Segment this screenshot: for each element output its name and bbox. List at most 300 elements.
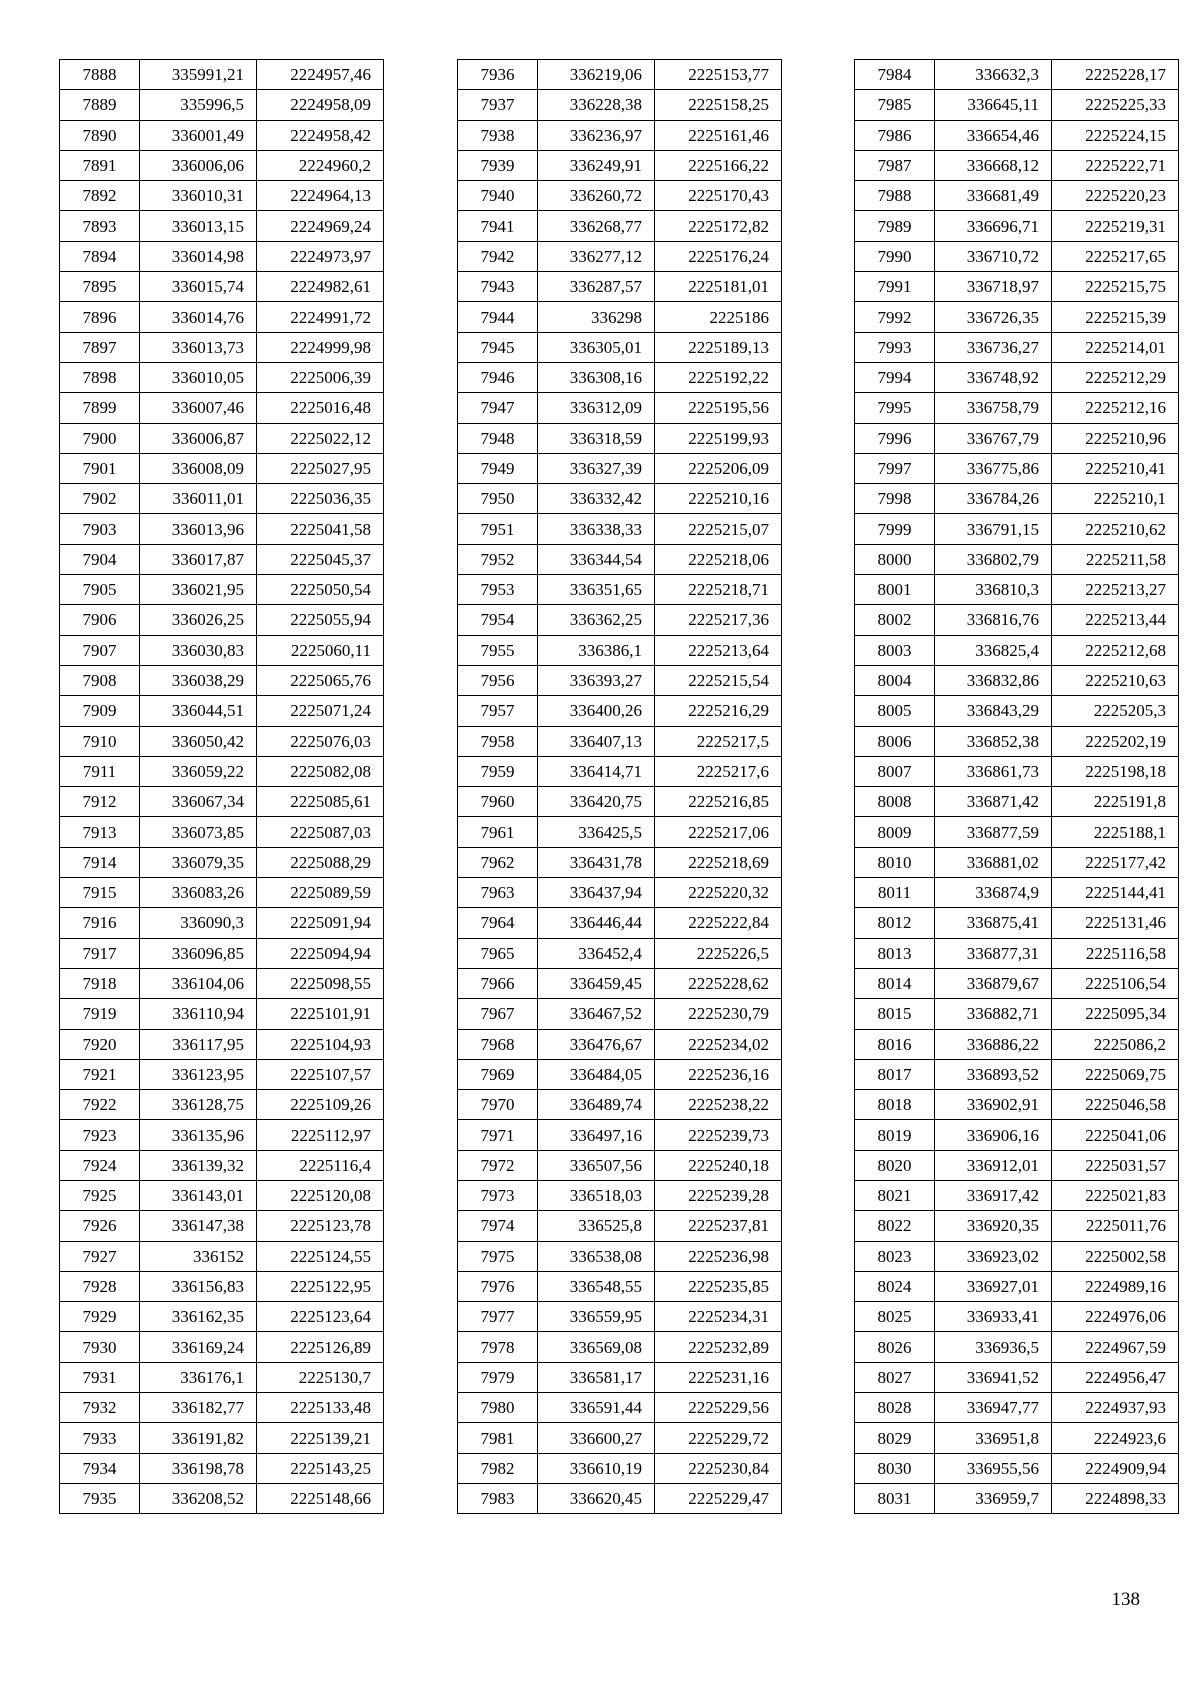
point-number-cell: 8020	[855, 1150, 935, 1180]
table-row	[458, 847, 782, 877]
point-number-cell: 7894	[60, 241, 140, 271]
x-coordinate-cell: 336117,95	[140, 1029, 257, 1059]
x-coordinate-cell: 336681,49	[935, 181, 1052, 211]
x-coordinate-cell: 336044,51	[140, 696, 257, 726]
point-number-cell: 7946	[458, 362, 538, 392]
y-coordinate-cell: 2225041,58	[257, 514, 384, 544]
x-coordinate-cell: 336219,06	[538, 60, 655, 90]
y-coordinate-cell: 2225188,1	[1052, 817, 1179, 847]
x-coordinate-cell: 336344,54	[538, 544, 655, 574]
y-coordinate-cell: 2225036,35	[257, 484, 384, 514]
y-coordinate-cell: 2224958,09	[257, 90, 384, 120]
x-coordinate-cell: 336312,09	[538, 393, 655, 423]
y-coordinate-cell: 2225228,62	[655, 968, 782, 998]
table-row	[60, 393, 384, 423]
point-number-cell: 7962	[458, 847, 538, 877]
x-coordinate-cell: 336013,15	[140, 211, 257, 241]
point-number-cell: 8003	[855, 635, 935, 665]
point-number-cell: 8019	[855, 1120, 935, 1150]
y-coordinate-cell: 2225238,22	[655, 1090, 782, 1120]
table-row	[458, 362, 782, 392]
y-coordinate-cell: 2225109,26	[257, 1090, 384, 1120]
y-coordinate-cell: 2225212,16	[1052, 393, 1179, 423]
x-coordinate-cell: 336386,1	[538, 635, 655, 665]
point-number-cell: 7988	[855, 181, 935, 211]
table-row	[60, 726, 384, 756]
y-coordinate-cell: 2225130,7	[257, 1362, 384, 1392]
point-number-cell: 7921	[60, 1059, 140, 1089]
y-coordinate-cell: 2225098,55	[257, 968, 384, 998]
table-row	[855, 1423, 1179, 1453]
table-row	[855, 1483, 1179, 1513]
point-number-cell: 7926	[60, 1211, 140, 1241]
y-coordinate-cell: 2225177,42	[1052, 847, 1179, 877]
table-row	[60, 1150, 384, 1180]
point-number-cell: 8008	[855, 787, 935, 817]
table-row	[458, 90, 782, 120]
point-number-cell: 8021	[855, 1180, 935, 1210]
x-coordinate-cell: 336135,96	[140, 1120, 257, 1150]
point-number-cell: 8006	[855, 726, 935, 756]
x-coordinate-cell: 336182,77	[140, 1393, 257, 1423]
x-coordinate-cell: 336784,26	[935, 484, 1052, 514]
y-coordinate-cell: 2224956,47	[1052, 1362, 1179, 1392]
point-number-cell: 7893	[60, 211, 140, 241]
point-number-cell: 7955	[458, 635, 538, 665]
point-number-cell: 8013	[855, 938, 935, 968]
point-number-cell: 7967	[458, 999, 538, 1029]
x-coordinate-cell: 336893,52	[935, 1059, 1052, 1089]
y-coordinate-cell: 2225126,89	[257, 1332, 384, 1362]
point-number-cell: 8000	[855, 544, 935, 574]
y-coordinate-cell: 2225210,41	[1052, 453, 1179, 483]
y-coordinate-cell: 2225143,25	[257, 1453, 384, 1483]
point-number-cell: 7999	[855, 514, 935, 544]
point-number-cell: 7982	[458, 1453, 538, 1483]
table-row	[855, 817, 1179, 847]
y-coordinate-cell: 2225229,47	[655, 1483, 782, 1513]
y-coordinate-cell: 2225210,63	[1052, 665, 1179, 695]
y-coordinate-cell: 2225011,76	[1052, 1211, 1179, 1241]
y-coordinate-cell: 2225216,29	[655, 696, 782, 726]
y-coordinate-cell: 2225210,16	[655, 484, 782, 514]
point-number-cell: 7992	[855, 302, 935, 332]
table-row	[855, 847, 1179, 877]
y-coordinate-cell: 2224973,97	[257, 241, 384, 271]
table-row	[458, 1453, 782, 1483]
x-coordinate-cell: 336327,39	[538, 453, 655, 483]
point-number-cell: 7985	[855, 90, 935, 120]
y-coordinate-cell: 2225161,46	[655, 120, 782, 150]
point-number-cell: 7943	[458, 272, 538, 302]
y-coordinate-cell: 2225122,95	[257, 1271, 384, 1301]
x-coordinate-cell: 336147,38	[140, 1211, 257, 1241]
y-coordinate-cell: 2225206,09	[655, 453, 782, 483]
table-row	[855, 514, 1179, 544]
y-coordinate-cell: 2225027,95	[257, 453, 384, 483]
point-number-cell: 7953	[458, 575, 538, 605]
table-row	[60, 878, 384, 908]
point-number-cell: 8023	[855, 1241, 935, 1271]
x-coordinate-cell: 336420,75	[538, 787, 655, 817]
point-number-cell: 7941	[458, 211, 538, 241]
point-number-cell: 7910	[60, 726, 140, 756]
x-coordinate-cell: 336920,35	[935, 1211, 1052, 1241]
table-row	[458, 1120, 782, 1150]
y-coordinate-cell: 2225215,75	[1052, 272, 1179, 302]
x-coordinate-cell: 336861,73	[935, 756, 1052, 786]
y-coordinate-cell: 2225191,8	[1052, 787, 1179, 817]
point-number-cell: 7968	[458, 1029, 538, 1059]
x-coordinate-cell: 336038,29	[140, 665, 257, 695]
x-coordinate-cell: 336775,86	[935, 453, 1052, 483]
x-coordinate-cell: 336452,4	[538, 938, 655, 968]
x-coordinate-cell: 336362,25	[538, 605, 655, 635]
table-row	[855, 968, 1179, 998]
table-row	[855, 272, 1179, 302]
point-number-cell: 7984	[855, 60, 935, 90]
y-coordinate-cell: 2225218,06	[655, 544, 782, 574]
x-coordinate-cell: 336874,9	[935, 878, 1052, 908]
point-number-cell: 7919	[60, 999, 140, 1029]
table-row	[60, 665, 384, 695]
point-number-cell: 7936	[458, 60, 538, 90]
y-coordinate-cell: 2225123,78	[257, 1211, 384, 1241]
y-coordinate-cell: 2225089,59	[257, 878, 384, 908]
point-number-cell: 7897	[60, 332, 140, 362]
x-coordinate-cell: 336437,94	[538, 878, 655, 908]
x-coordinate-cell: 336871,42	[935, 787, 1052, 817]
x-coordinate-cell: 336446,44	[538, 908, 655, 938]
table-row	[855, 90, 1179, 120]
point-number-cell: 7950	[458, 484, 538, 514]
point-number-cell: 7909	[60, 696, 140, 726]
point-number-cell: 7963	[458, 878, 538, 908]
table-row	[60, 332, 384, 362]
table-row	[855, 150, 1179, 180]
point-number-cell: 8025	[855, 1302, 935, 1332]
y-coordinate-cell: 2225236,98	[655, 1241, 782, 1271]
table-row	[60, 575, 384, 605]
point-number-cell: 7977	[458, 1302, 538, 1332]
table-row	[60, 968, 384, 998]
y-coordinate-cell: 2225225,33	[1052, 90, 1179, 120]
x-coordinate-cell: 336497,16	[538, 1120, 655, 1150]
table-row	[60, 1271, 384, 1301]
point-number-cell: 7998	[855, 484, 935, 514]
point-number-cell: 8011	[855, 878, 935, 908]
table-row	[60, 999, 384, 1029]
x-coordinate-cell: 336654,46	[935, 120, 1052, 150]
table-row	[60, 241, 384, 271]
y-coordinate-cell: 2225045,37	[257, 544, 384, 574]
table-row	[458, 878, 782, 908]
table-row	[458, 817, 782, 847]
table-row	[60, 1393, 384, 1423]
y-coordinate-cell: 2224967,59	[1052, 1332, 1179, 1362]
point-number-cell: 7916	[60, 908, 140, 938]
point-number-cell: 7923	[60, 1120, 140, 1150]
x-coordinate-cell: 336758,79	[935, 393, 1052, 423]
point-number-cell: 8028	[855, 1393, 935, 1423]
y-coordinate-cell: 2225213,27	[1052, 575, 1179, 605]
x-coordinate-cell: 336008,09	[140, 453, 257, 483]
y-coordinate-cell: 2224958,42	[257, 120, 384, 150]
point-number-cell: 8015	[855, 999, 935, 1029]
y-coordinate-cell: 2225176,24	[655, 241, 782, 271]
table-row	[855, 1393, 1179, 1423]
x-coordinate-cell: 336933,41	[935, 1302, 1052, 1332]
point-number-cell: 7889	[60, 90, 140, 120]
table-row	[855, 1271, 1179, 1301]
y-coordinate-cell: 2225210,96	[1052, 423, 1179, 453]
table-row	[458, 120, 782, 150]
point-number-cell: 7917	[60, 938, 140, 968]
table-row	[855, 999, 1179, 1029]
y-coordinate-cell: 2225212,29	[1052, 362, 1179, 392]
table-row	[458, 60, 782, 90]
y-coordinate-cell: 2225199,93	[655, 423, 782, 453]
table-row	[60, 302, 384, 332]
y-coordinate-cell: 2225022,12	[257, 423, 384, 453]
table-row	[60, 1332, 384, 1362]
point-number-cell: 7891	[60, 150, 140, 180]
x-coordinate-cell: 336208,52	[140, 1483, 257, 1513]
x-coordinate-cell: 336600,27	[538, 1423, 655, 1453]
table-row	[458, 453, 782, 483]
y-coordinate-cell: 2225166,22	[655, 150, 782, 180]
x-coordinate-cell: 336393,27	[538, 665, 655, 695]
point-number-cell: 7949	[458, 453, 538, 483]
y-coordinate-cell: 2225240,18	[655, 1150, 782, 1180]
table-row	[60, 181, 384, 211]
point-number-cell: 7942	[458, 241, 538, 271]
x-coordinate-cell: 336298	[538, 302, 655, 332]
y-coordinate-cell: 2225069,75	[1052, 1059, 1179, 1089]
y-coordinate-cell: 2224960,2	[257, 150, 384, 180]
y-coordinate-cell: 2225239,73	[655, 1120, 782, 1150]
table-row	[855, 1180, 1179, 1210]
x-coordinate-cell: 336902,91	[935, 1090, 1052, 1120]
x-coordinate-cell: 336645,11	[935, 90, 1052, 120]
point-number-cell: 8031	[855, 1483, 935, 1513]
point-number-cell: 7966	[458, 968, 538, 998]
point-number-cell: 7940	[458, 181, 538, 211]
point-number-cell: 7931	[60, 1362, 140, 1392]
table-row	[855, 1362, 1179, 1392]
y-coordinate-cell: 2225087,03	[257, 817, 384, 847]
x-coordinate-cell: 336308,16	[538, 362, 655, 392]
point-number-cell: 8027	[855, 1362, 935, 1392]
point-number-cell: 7918	[60, 968, 140, 998]
x-coordinate-cell: 336917,42	[935, 1180, 1052, 1210]
x-coordinate-cell: 336407,13	[538, 726, 655, 756]
y-coordinate-cell: 2224957,46	[257, 60, 384, 90]
x-coordinate-cell: 336228,38	[538, 90, 655, 120]
table-row	[855, 1302, 1179, 1332]
table-row	[855, 575, 1179, 605]
y-coordinate-cell: 2225170,43	[655, 181, 782, 211]
x-coordinate-cell: 336001,49	[140, 120, 257, 150]
x-coordinate-cell: 336059,22	[140, 756, 257, 786]
point-number-cell: 7932	[60, 1393, 140, 1423]
y-coordinate-cell: 2225120,08	[257, 1180, 384, 1210]
point-number-cell: 7928	[60, 1271, 140, 1301]
table-row	[855, 1241, 1179, 1271]
point-number-cell: 8002	[855, 605, 935, 635]
table-row	[458, 756, 782, 786]
table-row	[60, 1059, 384, 1089]
y-coordinate-cell: 2224982,61	[257, 272, 384, 302]
y-coordinate-cell: 2225213,64	[655, 635, 782, 665]
table-row	[855, 1090, 1179, 1120]
point-number-cell: 7979	[458, 1362, 538, 1392]
x-coordinate-cell: 336123,95	[140, 1059, 257, 1089]
y-coordinate-cell: 2225076,03	[257, 726, 384, 756]
coordinates-table-2	[457, 59, 782, 1514]
table-row	[458, 1362, 782, 1392]
x-coordinate-cell: 336431,78	[538, 847, 655, 877]
x-coordinate-cell: 336696,71	[935, 211, 1052, 241]
x-coordinate-cell: 336083,26	[140, 878, 257, 908]
point-number-cell: 7980	[458, 1393, 538, 1423]
point-number-cell: 7892	[60, 181, 140, 211]
x-coordinate-cell: 336006,06	[140, 150, 257, 180]
table-row	[458, 1241, 782, 1271]
point-number-cell: 7948	[458, 423, 538, 453]
table-row	[458, 1059, 782, 1089]
y-coordinate-cell: 2224969,24	[257, 211, 384, 241]
y-coordinate-cell: 2225085,61	[257, 787, 384, 817]
point-number-cell: 8016	[855, 1029, 935, 1059]
table-row	[855, 302, 1179, 332]
table-row	[458, 1180, 782, 1210]
y-coordinate-cell: 2225229,56	[655, 1393, 782, 1423]
table-row	[60, 1180, 384, 1210]
table-row	[458, 938, 782, 968]
y-coordinate-cell: 2225192,22	[655, 362, 782, 392]
y-coordinate-cell: 2225218,71	[655, 575, 782, 605]
point-number-cell: 7937	[458, 90, 538, 120]
y-coordinate-cell: 2225016,48	[257, 393, 384, 423]
point-number-cell: 7951	[458, 514, 538, 544]
table-row	[458, 150, 782, 180]
y-coordinate-cell: 2225217,36	[655, 605, 782, 635]
x-coordinate-cell: 336011,01	[140, 484, 257, 514]
point-number-cell: 7983	[458, 1483, 538, 1513]
x-coordinate-cell: 336802,79	[935, 544, 1052, 574]
x-coordinate-cell: 336414,71	[538, 756, 655, 786]
table-row	[60, 1362, 384, 1392]
table-row	[458, 302, 782, 332]
y-coordinate-cell: 2225202,19	[1052, 726, 1179, 756]
y-coordinate-cell: 2225195,56	[655, 393, 782, 423]
x-coordinate-cell: 336810,3	[935, 575, 1052, 605]
table-row	[855, 544, 1179, 574]
y-coordinate-cell: 2225158,25	[655, 90, 782, 120]
point-number-cell: 7981	[458, 1423, 538, 1453]
y-coordinate-cell: 2225144,41	[1052, 878, 1179, 908]
y-coordinate-cell: 2225060,11	[257, 635, 384, 665]
y-coordinate-cell: 2225181,01	[655, 272, 782, 302]
y-coordinate-cell: 2225230,79	[655, 999, 782, 1029]
x-coordinate-cell: 335991,21	[140, 60, 257, 90]
point-number-cell: 7920	[60, 1029, 140, 1059]
x-coordinate-cell: 336318,59	[538, 423, 655, 453]
y-coordinate-cell: 2225220,23	[1052, 181, 1179, 211]
x-coordinate-cell: 336936,5	[935, 1332, 1052, 1362]
y-coordinate-cell: 2224909,94	[1052, 1453, 1179, 1483]
table-row	[458, 211, 782, 241]
point-number-cell: 7902	[60, 484, 140, 514]
table-row	[855, 787, 1179, 817]
x-coordinate-cell: 336843,29	[935, 696, 1052, 726]
x-coordinate-cell: 336067,34	[140, 787, 257, 817]
x-coordinate-cell: 336143,01	[140, 1180, 257, 1210]
table-row	[458, 605, 782, 635]
x-coordinate-cell: 336351,65	[538, 575, 655, 605]
x-coordinate-cell: 336912,01	[935, 1150, 1052, 1180]
table-row	[855, 453, 1179, 483]
table-row	[855, 423, 1179, 453]
point-number-cell: 7989	[855, 211, 935, 241]
point-number-cell: 7925	[60, 1180, 140, 1210]
y-coordinate-cell: 2225217,6	[655, 756, 782, 786]
y-coordinate-cell: 2225116,58	[1052, 938, 1179, 968]
x-coordinate-cell: 336591,44	[538, 1393, 655, 1423]
point-number-cell: 7973	[458, 1180, 538, 1210]
y-coordinate-cell: 2225031,57	[1052, 1150, 1179, 1180]
table-row	[60, 1453, 384, 1483]
y-coordinate-cell: 2225088,29	[257, 847, 384, 877]
y-coordinate-cell: 2225217,65	[1052, 241, 1179, 271]
y-coordinate-cell: 2225131,46	[1052, 908, 1179, 938]
x-coordinate-cell: 336332,42	[538, 484, 655, 514]
y-coordinate-cell: 2225086,2	[1052, 1029, 1179, 1059]
y-coordinate-cell: 2225234,31	[655, 1302, 782, 1332]
x-coordinate-cell: 336559,95	[538, 1302, 655, 1332]
table-row	[60, 847, 384, 877]
point-number-cell: 7947	[458, 393, 538, 423]
point-number-cell: 8026	[855, 1332, 935, 1362]
point-number-cell: 7899	[60, 393, 140, 423]
point-number-cell: 8018	[855, 1090, 935, 1120]
y-coordinate-cell: 2225215,54	[655, 665, 782, 695]
table-row	[855, 120, 1179, 150]
point-number-cell: 7914	[60, 847, 140, 877]
point-number-cell: 7996	[855, 423, 935, 453]
table-row	[855, 1059, 1179, 1089]
table-row	[60, 272, 384, 302]
y-coordinate-cell: 2225216,85	[655, 787, 782, 817]
page-number: 138	[1111, 1589, 1140, 1610]
x-coordinate-cell: 336338,33	[538, 514, 655, 544]
point-number-cell: 7903	[60, 514, 140, 544]
point-number-cell: 7935	[60, 1483, 140, 1513]
x-coordinate-cell: 336139,32	[140, 1150, 257, 1180]
table-row	[60, 1241, 384, 1271]
x-coordinate-cell: 336955,56	[935, 1453, 1052, 1483]
table-row	[60, 817, 384, 847]
table-row	[60, 1423, 384, 1453]
y-coordinate-cell: 2225215,07	[655, 514, 782, 544]
point-number-cell: 7908	[60, 665, 140, 695]
table-row	[60, 1302, 384, 1332]
table-row	[855, 1211, 1179, 1241]
point-number-cell: 8004	[855, 665, 935, 695]
x-coordinate-cell: 336013,96	[140, 514, 257, 544]
point-number-cell: 7960	[458, 787, 538, 817]
